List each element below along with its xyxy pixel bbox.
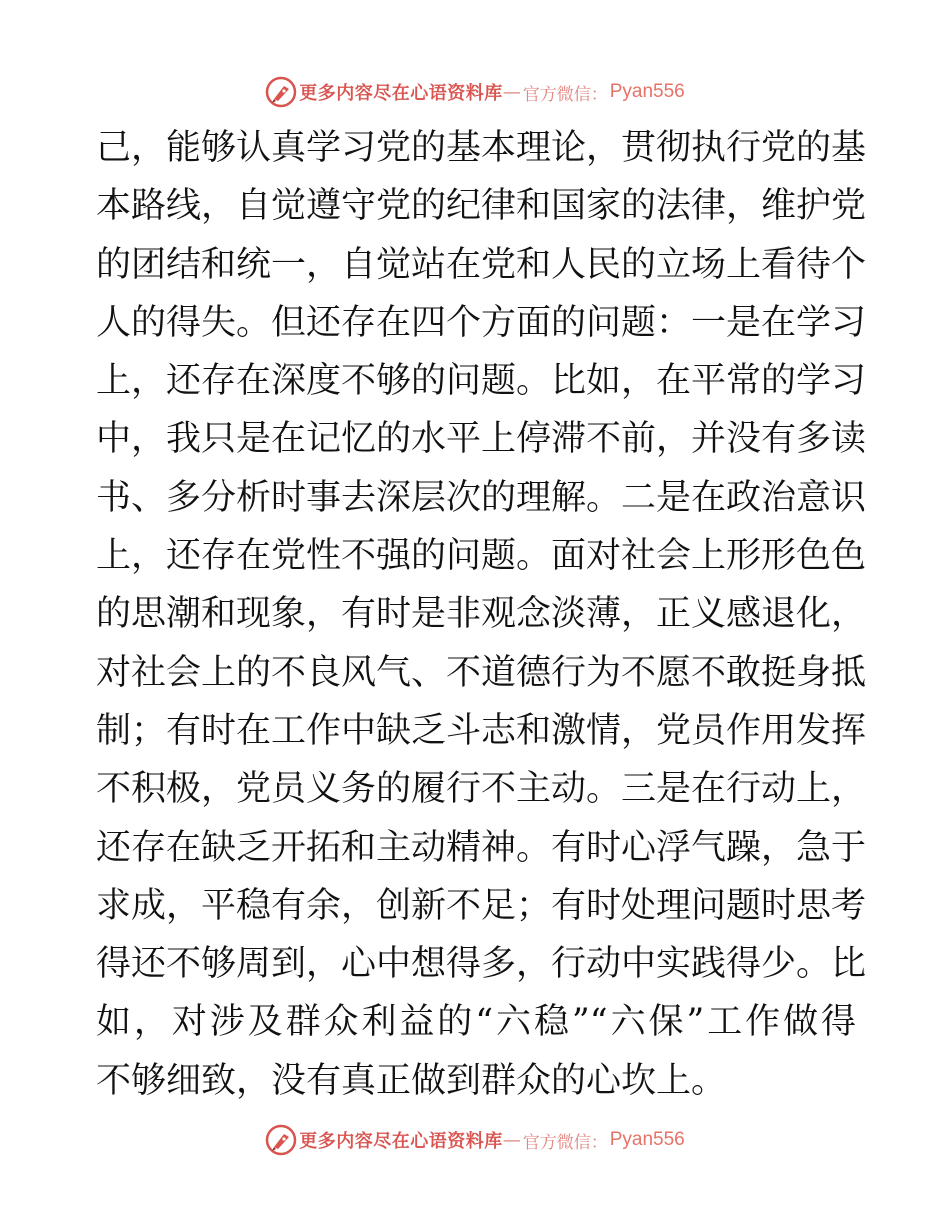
banner-wechat-id: Pyan556	[609, 1129, 685, 1150]
banner-official-label: 官方微信：	[522, 1132, 608, 1153]
pen-nib-logo-icon	[265, 76, 297, 108]
body-line: 如，对涉及群众利益的“六稳”“六保”工作做得	[96, 1002, 856, 1043]
body-line: 得还不够周到，心中想得多，行动中实践得少。比	[96, 944, 867, 985]
banner-dash: —	[502, 81, 521, 103]
body-line: 人的得失。但还存在四个方面的问题：一是在学习	[96, 302, 867, 343]
body-line: 还存在缺乏开拓和主动精神。有时心浮气躁，急于	[96, 827, 867, 868]
body-line: 不积极，党员义务的履行不主动。三是在行动上，	[96, 769, 867, 810]
header-banner	[0, 72, 950, 112]
body-line: 己，能够认真学习党的基本理论，贯彻执行党的基	[96, 128, 867, 168]
body-line: 对社会上的不良风气、不道德行为不愿不敢挺身抵	[96, 652, 867, 693]
footer-banner	[0, 1120, 950, 1160]
banner-dash: —	[502, 1129, 521, 1151]
body-line: 求成，平稳有余，创新不足；有时处理问题时思考	[96, 885, 867, 926]
body-line: 上，还存在党性不强的问题。面对社会上形形色色	[96, 536, 867, 577]
body-line: 的思潮和现象，有时是非观念淡薄，正义感退化，	[96, 594, 867, 635]
pen-nib-logo-icon	[265, 1124, 297, 1156]
body-line: 上，还存在深度不够的问题。比如，在平常的学习	[96, 361, 867, 402]
document-body	[96, 119, 867, 1110]
body-line: 的团结和统一，自觉站在党和人民的立场上看待个	[96, 244, 867, 285]
body-line: 本路线，自觉遵守党的纪律和国家的法律，维护党	[96, 186, 867, 227]
banner-official-label: 官方微信：	[522, 84, 608, 105]
body-line: 中，我只是在记忆的水平上停滞不前，并没有多读	[96, 419, 867, 460]
body-line: 不够细致，没有真正做到群众的心坎上。	[96, 1060, 727, 1101]
body-line: 制；有时在工作中缺乏斗志和激情，党员作用发挥	[96, 710, 867, 751]
banner-brand-text: 更多内容尽在心语资料库	[299, 1131, 503, 1151]
banner-wechat-id: Pyan556	[609, 81, 685, 102]
body-line: 书、多分析时事去深层次的理解。二是在政治意识	[96, 477, 867, 518]
banner-brand-text: 更多内容尽在心语资料库	[299, 83, 503, 103]
